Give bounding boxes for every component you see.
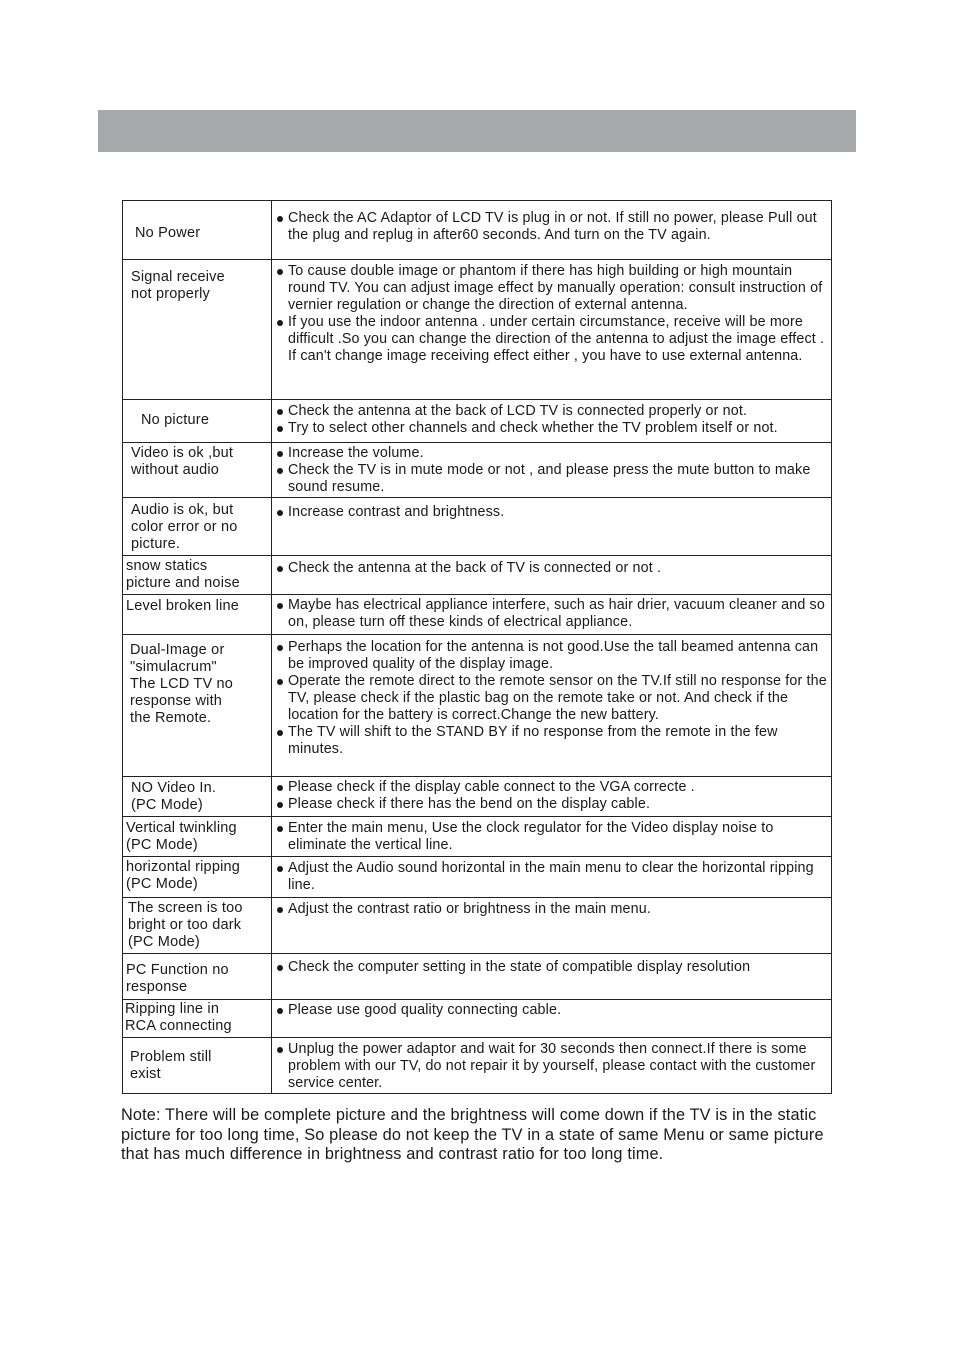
bullet-icon [277, 802, 283, 808]
remedy-cell [272, 1038, 832, 1094]
bullet-icon [277, 468, 283, 474]
list-item [276, 724, 829, 758]
remedy-text: Maybe has electrical appliance interfere, such as hair drier, vacuum cleaner and so on, please turn off these kinds of electrical appliance. [288, 597, 825, 630]
table-row [123, 201, 832, 260]
remedy-cell [272, 556, 832, 595]
symptom-text: The screen is too bright or too dark (PC Mode) [128, 900, 243, 950]
table-row [123, 400, 832, 443]
table-row [123, 1038, 832, 1094]
remedy-cell [272, 857, 832, 898]
symptom-cell [123, 777, 272, 817]
list-item [276, 504, 829, 521]
remedy-text: Adjust the contrast ratio or brightness in the main menu. [288, 901, 651, 917]
bullet-icon [277, 426, 283, 432]
remedy-text: If you use the indoor antenna . under certain circumstance, receive will be more difficult .So you can change the direction of the antenna to adjust the image effect . If can't change image receiving effect either , you have to use external antenna. [288, 314, 825, 364]
note-paragraph: Note: There will be complete picture and the brightness will come down if the TV is in the static picture for too long time, So please do not keep the TV in a state of same Menu or same picture that has much difference in brightness and contrast ratio for too long time. [121, 1106, 824, 1163]
symptom-text: Dual-Image or "simulacrum" The LCD TV no response with the Remote. [130, 642, 234, 726]
bullet-icon [277, 269, 283, 275]
table-row [123, 857, 832, 898]
symptom-cell [123, 201, 272, 260]
symptom-cell [123, 1038, 272, 1094]
bullet-icon [277, 1047, 283, 1053]
table-row [123, 443, 832, 498]
list-item [276, 820, 829, 854]
symptom-cell [123, 954, 272, 1000]
bullet-icon [277, 645, 283, 651]
table-row [123, 817, 832, 857]
symptom-cell [123, 260, 272, 400]
remedy-text: Adjust the Audio sound horizontal in the main menu to clear the horizontal ripping line. [288, 860, 814, 893]
bullet-icon [277, 907, 283, 913]
symptom-cell [123, 443, 272, 498]
symptom-text: Audio is ok, but color error or no picture. [131, 502, 238, 552]
symptom-cell [123, 635, 272, 777]
symptom-text: horizontal ripping (PC Mode) [126, 859, 241, 892]
bullet-icon [277, 1008, 283, 1014]
table-row [123, 954, 832, 1000]
remedy-cell [272, 498, 832, 556]
table-row [123, 556, 832, 595]
symptom-text: No picture [141, 412, 210, 428]
remedy-cell [272, 595, 832, 635]
remedy-text: Check the TV is in mute mode or not , and please press the mute button to make sound resume. [288, 462, 811, 495]
symptom-text: Signal receive not properly [131, 269, 225, 302]
remedy-cell [272, 400, 832, 443]
list-item [276, 210, 829, 244]
list-item [276, 901, 829, 918]
table-row [123, 635, 832, 777]
symptom-text: Ripping line in RCA connecting [125, 1001, 232, 1034]
list-item [276, 860, 829, 894]
bullet-icon [277, 451, 283, 457]
remedy-cell [272, 954, 832, 1000]
bullet-icon [277, 866, 283, 872]
symptom-cell [123, 1000, 272, 1038]
table-row [123, 260, 832, 400]
symptom-cell [123, 595, 272, 635]
remedy-text: Check the AC Adaptor of LCD TV is plug in or not. If still no power, please Pull out the plug and replug in after60 seconds. And turn on the TV again. [288, 210, 817, 243]
remedy-text: Increase contrast and brightness. [288, 504, 505, 520]
remedy-cell [272, 817, 832, 857]
list-item [276, 1002, 829, 1019]
remedy-text: Unplug the power adaptor and wait for 30 seconds then connect.If there is some problem with our TV, do not repair it by yourself, please contact with the customer service center. [288, 1041, 816, 1091]
remedy-text: Please check if there has the bend on the display cable. [288, 796, 651, 812]
remedy-text: Check the computer setting in the state of compatible display resolution [288, 959, 751, 975]
list-item [276, 779, 829, 796]
symptom-text: snow statics picture and noise [126, 558, 240, 591]
section-header-bar [98, 110, 856, 152]
symptom-text: No Power [135, 225, 201, 241]
bullet-icon [277, 510, 283, 516]
symptom-cell [123, 857, 272, 898]
symptom-text: Video is ok ,but without audio [131, 445, 234, 478]
remedy-text: Please check if the display cable connect to the VGA correcte . [288, 779, 695, 795]
remedy-text: Perhaps the location for the antenna is not good.Use the tall beamed antenna can be improved quality of the display image. [288, 639, 819, 672]
remedy-cell [272, 1000, 832, 1038]
table-row [123, 898, 832, 954]
troubleshooting-table [122, 200, 832, 1094]
remedy-text: Try to select other channels and check whether the TV problem itself or not. [288, 420, 778, 436]
remedy-cell [272, 443, 832, 498]
remedy-text: Check the antenna at the back of TV is connected or not . [288, 560, 662, 576]
bullet-icon [277, 826, 283, 832]
symptom-cell [123, 817, 272, 857]
bullet-icon [277, 679, 283, 685]
symptom-text: PC Function no response [126, 962, 229, 995]
bullet-icon [277, 409, 283, 415]
symptom-text: Vertical twinkling (PC Mode) [126, 820, 237, 853]
remedy-cell [272, 898, 832, 954]
bullet-icon [277, 320, 283, 326]
remedy-text: The TV will shift to the STAND BY if no response from the remote in the few minutes. [288, 724, 778, 757]
list-item [276, 462, 829, 496]
remedy-text: To cause double image or phantom if there has high building or high mountain round TV. You can adjust image effect by manually operation: consult instruction of vernier regulation or change the direction of external antenna. [288, 263, 823, 313]
list-item [276, 597, 829, 631]
remedy-text: Enter the main menu, Use the clock regulator for the Video display noise to eliminate the vertical line. [288, 820, 774, 853]
list-item [276, 420, 829, 437]
symptom-cell [123, 400, 272, 443]
symptom-cell [123, 898, 272, 954]
remedy-cell [272, 260, 832, 400]
remedy-text: Operate the remote direct to the remote sensor on the TV.If still no response for the TV, please check if the plastic bag on the remote take or not. And check if the location for the battery is correct.Change the new battery. [288, 673, 827, 723]
remedy-cell [272, 201, 832, 260]
remedy-text: Please use good quality connecting cable. [288, 1002, 562, 1018]
remedy-cell [272, 635, 832, 777]
list-item [276, 445, 829, 462]
list-item [276, 263, 829, 314]
symptom-text: Level broken line [126, 598, 240, 614]
bullet-icon [277, 785, 283, 791]
list-item [276, 314, 829, 365]
symptom-text: Problem still exist [130, 1049, 212, 1082]
list-item [276, 639, 829, 673]
remedy-text: Check the antenna at the back of LCD TV is connected properly or not. [288, 403, 748, 419]
symptom-text: NO Video In. (PC Mode) [131, 780, 217, 813]
bullet-icon [277, 216, 283, 222]
list-item [276, 403, 829, 420]
list-item [276, 796, 829, 813]
symptom-cell [123, 556, 272, 595]
bullet-icon [277, 965, 283, 971]
table-row [123, 1000, 832, 1038]
list-item [276, 673, 829, 724]
bullet-icon [277, 730, 283, 736]
table-row [123, 498, 832, 556]
remedy-cell [272, 777, 832, 817]
list-item [276, 959, 829, 976]
bullet-icon [277, 566, 283, 572]
remedy-text: Increase the volume. [288, 445, 424, 461]
list-item [276, 1041, 829, 1092]
symptom-cell [123, 498, 272, 556]
list-item [276, 560, 829, 577]
table-row [123, 777, 832, 817]
table-row [123, 595, 832, 635]
bullet-icon [277, 603, 283, 609]
